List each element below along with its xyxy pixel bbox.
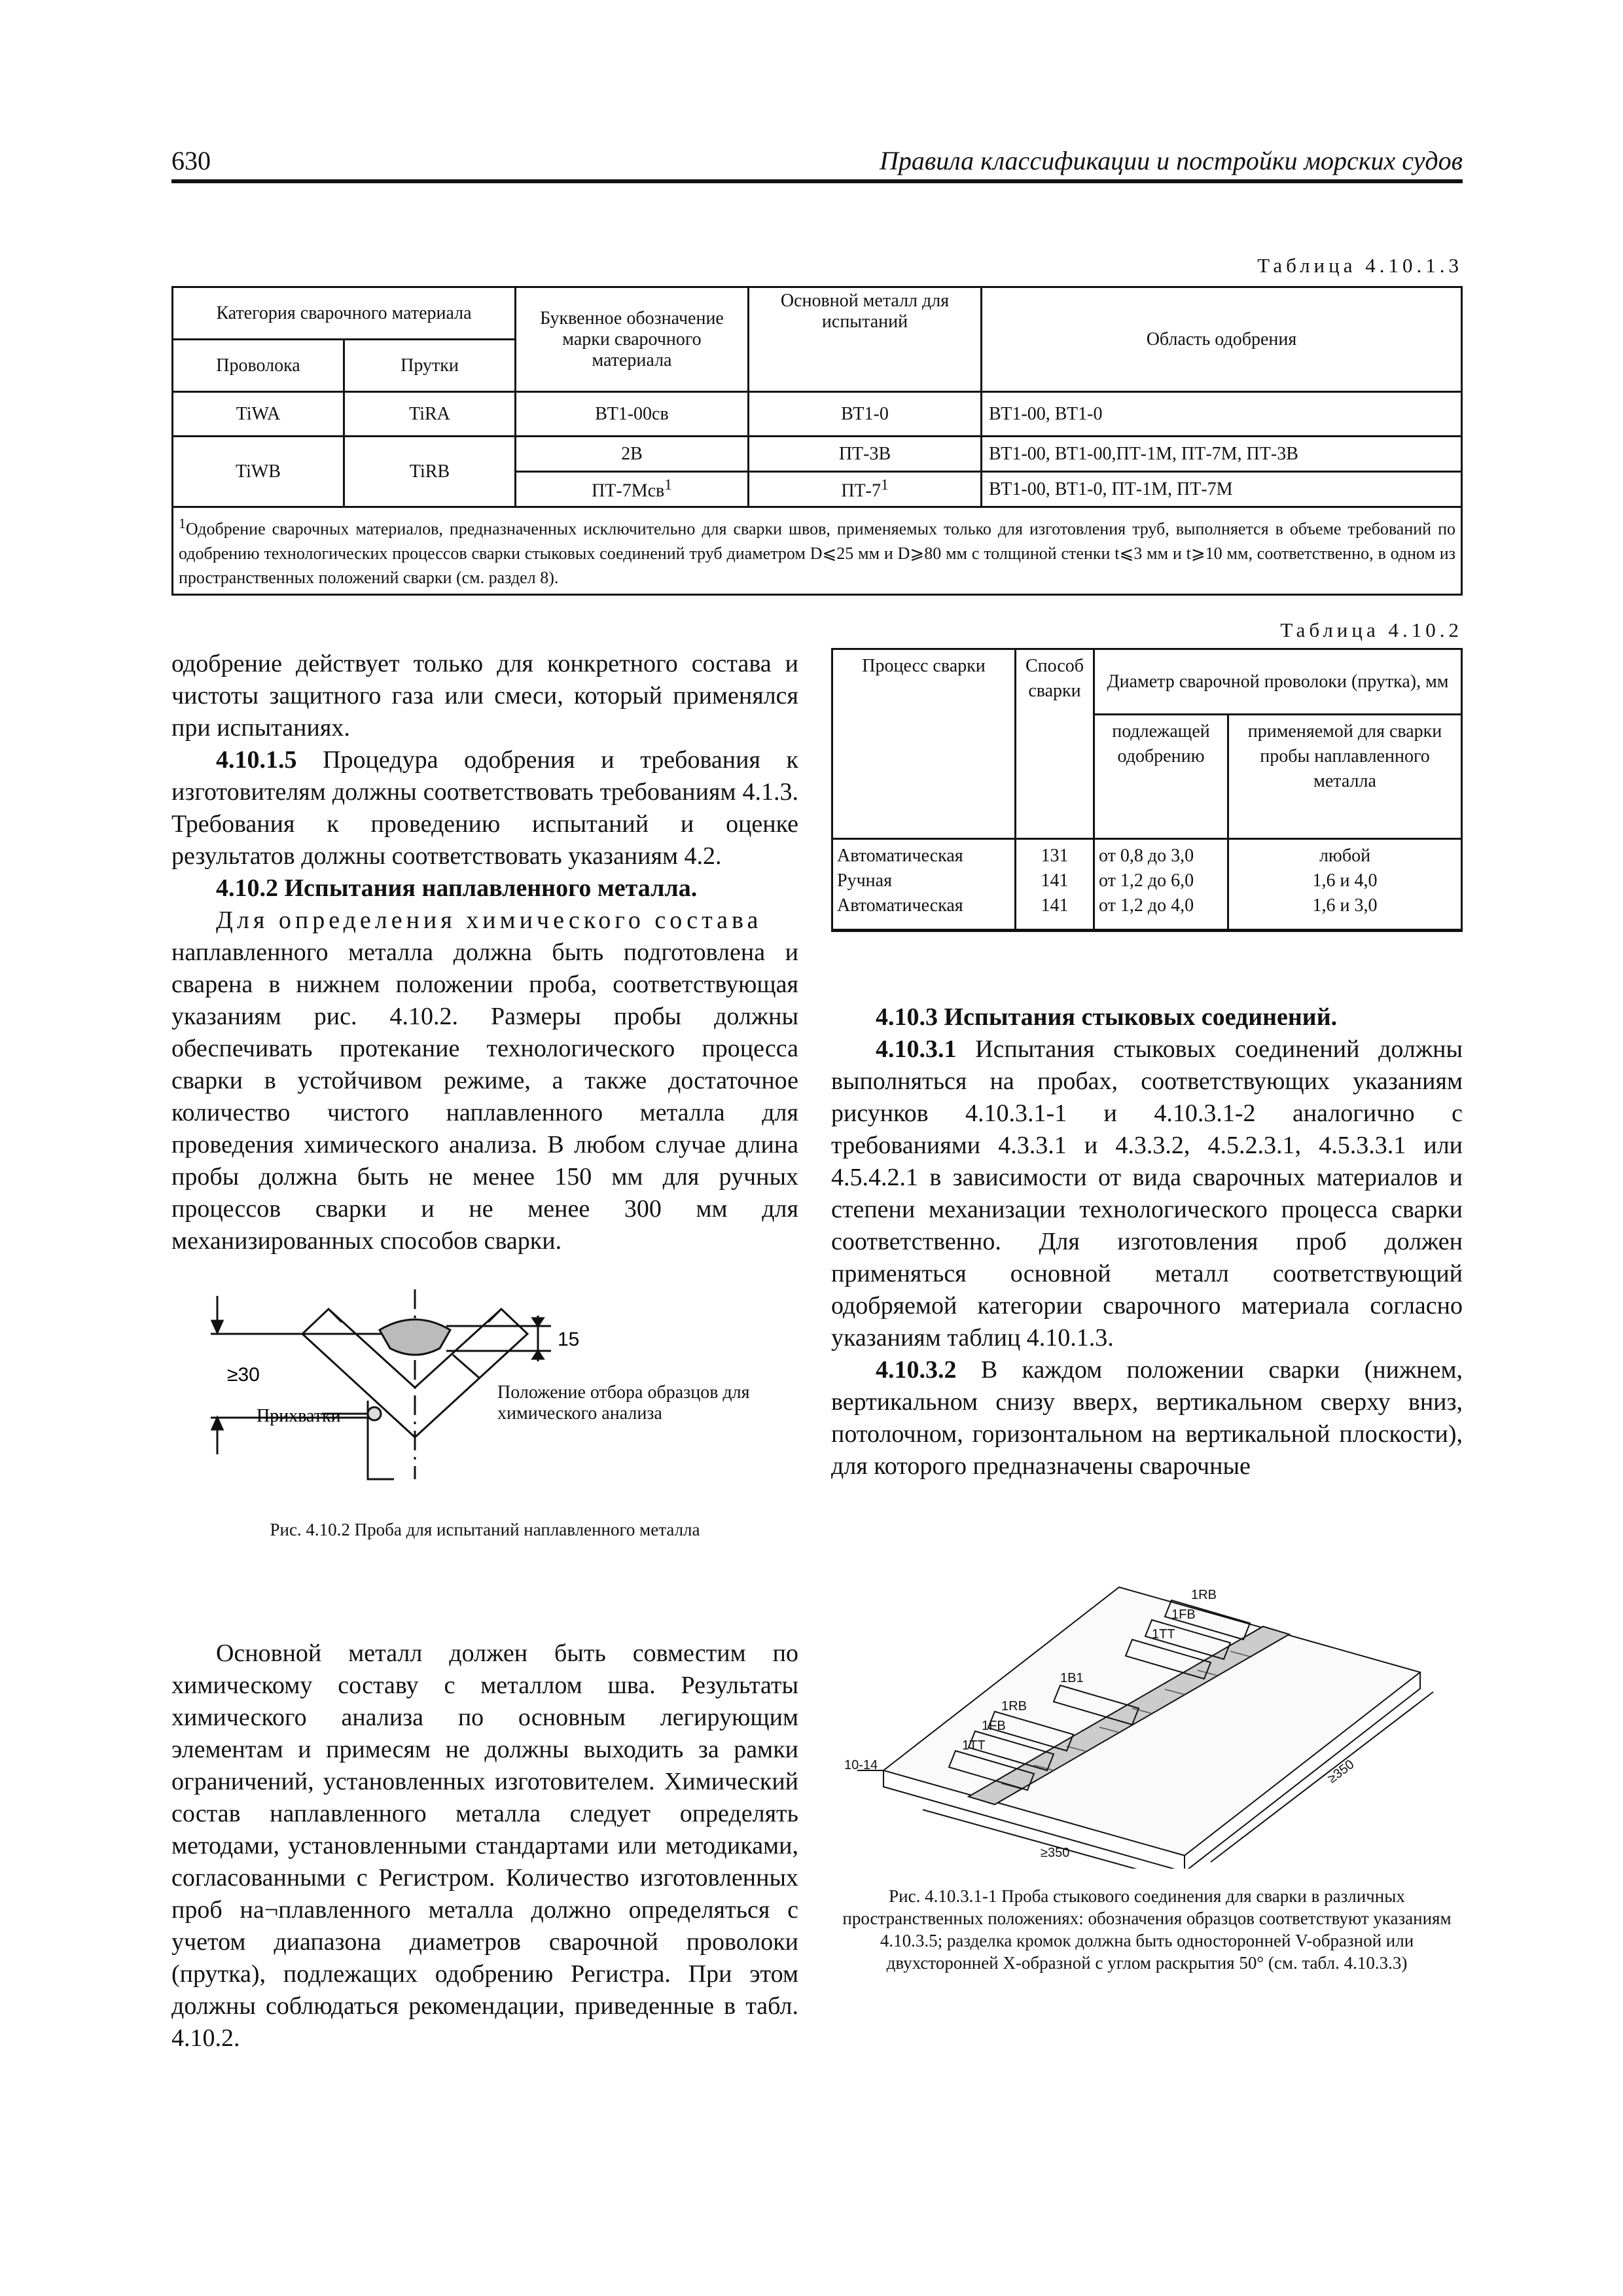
figure-label: 1RB (1001, 1699, 1027, 1713)
paragraph-lead: Для определения химического состава (216, 906, 762, 934)
th-diameter: Диаметр сварочной проволоки (прутка), мм (1094, 649, 1462, 715)
table-4-10-2 (831, 648, 1463, 932)
position-label: Положение отбора образцов для химического анализа (497, 1382, 750, 1424)
method-item: 141 (1041, 870, 1069, 891)
th-process: Процесс сварки (832, 649, 1016, 839)
th-scope: Область одобрения (982, 287, 1462, 392)
th-rods: Прутки (344, 340, 516, 392)
section-number: 4.10.3.1 (876, 1035, 957, 1063)
th-used: применяемой для сварки пробы наплавленного металла (1228, 715, 1462, 839)
table1-footnote (173, 507, 1462, 595)
paragraph: одобрение действует только для конкретного состава и чистоты защитного газа или смеси, который применялся при испытаниях. (171, 650, 798, 742)
footnote-text: Одобрение сварочных материалов, предназначенных исключительно для сварки швов, применяемых только для изготовления труб, выполняется в объеме требований по одобрению технологических процессов сварки стыковых соединений труб диаметром D⩽25 мм и D⩾80 мм с толщиной стенки t⩽3 мм и t⩾10 мм, соответственно, в одном из пространственных положений сварки (см. раздел 8). (179, 519, 1455, 587)
table-cell: 2В (516, 437, 749, 472)
th-base-metal: Основной металл для испытаний (749, 287, 982, 392)
paragraph: наплавленного металла должна быть подготовлена и сварена в нижнем положении проба, соответствующая указаниям рис. 4.10.2. Размеры пробы должны обеспечивать протекание технологического процесса сварки в устойчивом режиме, а также достаточное количество чистого наплавленного металла для проведения химического анализа. В любом случае длина пробы должна быть не менее 150 мм для ручных процессов сварки и не менее 300 мм для механизированных способов сварки. (171, 939, 798, 1255)
section-heading: 4.10.2 Испытания наплавленного металла. (216, 874, 698, 902)
table-cell (516, 472, 749, 507)
th-method: Способ сварки (1016, 649, 1094, 839)
section-heading: 4.10.3 Испытания стыковых соединений. (876, 1003, 1338, 1031)
th-designation: Буквенное обозначение марки сварочного материала (516, 287, 749, 392)
process-item: Ручная (837, 870, 892, 891)
used-item: 1,6 и 3,0 (1312, 895, 1378, 916)
process-item: Автоматическая (837, 846, 963, 866)
process-item: Автоматическая (837, 895, 963, 916)
process-cell (832, 839, 1016, 931)
method-item: 131 (1041, 846, 1069, 866)
table-cell: TiWB (173, 437, 344, 507)
paragraph-text: Испытания стыковых соединений должны выполняться на пробах, соответствующих указаниям рисунков 4.10.3.1-1 и 4.10.3.1-2 аналогично с требованиями 4.3.3.1 и 4.3.3.2, 4.5.2.3.1, 4.5.3.3.1 или 4.5.4.2.1 в зависимости от вида сварочных материалов и степени механизации технологического процесса сварки соответственно. Для изготовления проб должен применяться основной металл соответствующий одобряемой категории сварочного материала согласно указаниям таблиц 4.10.1.3. (831, 1035, 1463, 1352)
table2-caption: Таблица 4.10.2 (1280, 619, 1463, 641)
table-cell: TiRA (344, 392, 516, 437)
used-item: любой (1319, 846, 1371, 866)
dim-label-30: ≥30 (227, 1364, 260, 1386)
dim-label-15: 15 (558, 1329, 580, 1350)
designation-text: ПТ-7Мсв (592, 480, 665, 501)
th-wire: Проволока (173, 340, 344, 392)
table-cell: ВТ1-00св (516, 392, 749, 437)
table-cell (749, 472, 982, 507)
used-cell (1228, 839, 1462, 931)
paragraph-text: В каждом положении сварки (нижнем, вертикальном снизу вверх, вертикальном сверху вниз, потолочном, горизонтальном на вертикальной плоскости), для которого предназначены сварочные (831, 1356, 1463, 1480)
table-cell: ВТ1-00, ВТ1-00,ПТ-1М, ПТ-7М, ПТ-3В (982, 437, 1462, 472)
paragraph (831, 1354, 1463, 1482)
footnote-ref: 1 (664, 476, 672, 494)
section-number: 4.10.1.5 (216, 746, 297, 774)
table-cell: ВТ1-00, ВТ1-0, ПТ-1М, ПТ-7М (982, 472, 1462, 507)
paragraph: Основной металл должен быть совместим по химическому составу с металлом шва. Результаты химического анализа по основным легирующим элементам и примесям не должны выходить за рамки ограничений, установленных изготовителем. Химический состав наплавленного металла следует определять методами, установленными стандартами или методиками, согласованными с Регистром. Количество изготовленных проб на¬плавленного металла должно определяться с учетом диапазона диаметров сварочной проволоки (прутка), подлежащих одобрению Регистра. При этом должны соблюдаться рекомендации, приведенные в табл. 4.10.2. (171, 1640, 798, 2052)
left-column-bottom (171, 1638, 798, 2054)
figure2-caption: Рис. 4.10.3.1-1 Проба стыкового соединения для сварки в различных пространственных положениях: обозначения образцов соответствуют указаниям 4.10.3.5; разделка кромок должна быть односторонней V-образной или двухсторонней Х-образной с углом раскрытия 50° (см. табл. 4.10.3.3) (842, 1886, 1452, 1973)
figure-label: 10-14 (844, 1758, 878, 1772)
figure-label: ≥350 (1325, 1757, 1357, 1786)
th-subject: подлежащей одобрению (1094, 715, 1228, 839)
table-4-10-1-3 (171, 286, 1463, 596)
subject-cell (1094, 839, 1228, 931)
table-cell: TiWA (173, 392, 344, 437)
th-category: Категория сварочного материала (173, 287, 516, 340)
table1-caption: Таблица 4.10.1.3 (1257, 254, 1463, 277)
table-cell: TiRB (344, 437, 516, 507)
figure-label: 1RB (1191, 1588, 1217, 1602)
tack-label: Прихватки (257, 1406, 341, 1426)
figure-label: 1TT (962, 1738, 986, 1753)
figure-label: ≥350 (1041, 1846, 1070, 1860)
figure-label: 1TT (1152, 1627, 1175, 1641)
figure1-caption: Рис. 4.10.2 Проба для испытаний наплавленного металла (270, 1520, 700, 1539)
figure-label: 1B1 (1060, 1671, 1084, 1685)
left-column-top (171, 648, 798, 1257)
method-item: 141 (1041, 895, 1069, 916)
paragraph (831, 1033, 1463, 1354)
base-text: ПТ-7 (841, 480, 881, 501)
figure-4-10-3-1-1 (844, 1561, 1459, 1869)
footnote-mark: 1 (179, 516, 186, 531)
header-rule (171, 179, 1463, 183)
footnote-ref: 1 (880, 476, 889, 494)
figure-label: 1FB (1171, 1607, 1196, 1622)
subject-item: от 0,8 до 3,0 (1099, 846, 1194, 866)
subject-item: от 1,2 до 4,0 (1099, 895, 1194, 916)
subject-item: от 1,2 до 6,0 (1099, 870, 1194, 891)
section-number: 4.10.3.2 (876, 1356, 957, 1384)
page-number: 630 (171, 146, 211, 175)
method-cell (1016, 839, 1094, 931)
table-cell: ВТ1-00, ВТ1-0 (982, 392, 1462, 437)
table-cell: ВТ1-0 (749, 392, 982, 437)
figure-label: 1FB (982, 1719, 1006, 1733)
paragraph-text: Процедура одобрения и требования к изготовителям должны соответствовать требованиям 4.1.3. Требования к проведению испытаний и оценке результатов должны соответствовать указаниям 4.2. (171, 746, 798, 870)
right-column (831, 1001, 1463, 1482)
used-item: 1,6 и 4,0 (1312, 870, 1378, 891)
paragraph (171, 744, 798, 872)
running-title: Правила классификации и постройки морских судов (879, 146, 1463, 175)
table-cell: ПТ-3В (749, 437, 982, 472)
